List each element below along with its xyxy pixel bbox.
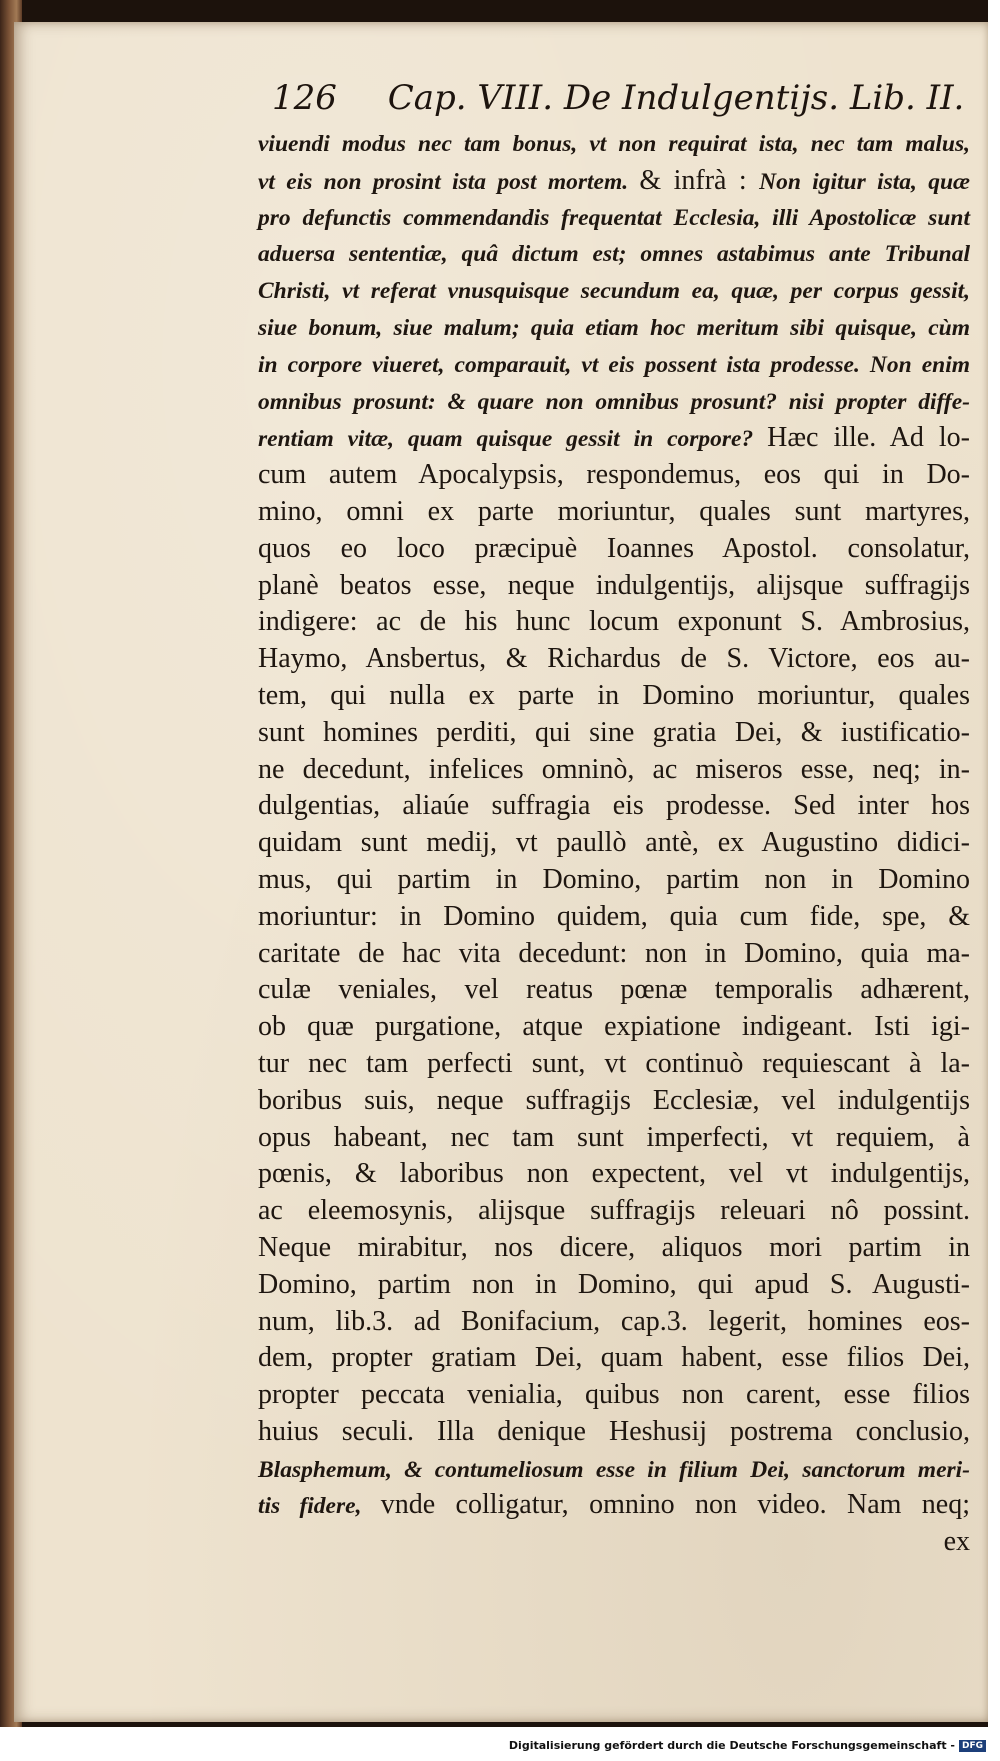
text-segment: Hæc ille. Ad lo- [767,422,970,454]
text-line: opus habeant, nec tam sunt imperfecti, vt requiem, à [258,1121,970,1153]
text-line: huius seculi. Illa denique Heshusij postrema conclusio, [258,1415,970,1447]
running-title: Cap. VIII. De Indulgentijs. Lib. II. [387,78,965,118]
text-line: in corpore viueret, comparauit, vt eis possent ista prodesse. Non enim [258,351,970,378]
digitization-credit [509,1739,986,1752]
text-line: planè beatos esse, neque indulgentijs, alijsque suffragijs [258,569,970,601]
text-segment: Blasphemum, & contumeliosum esse in filium Dei, sanctorum meri- [258,1456,970,1483]
text-line: Neque mirabitur, nos dicere, aliquos mori partim in [258,1231,970,1263]
scan-margin [988,0,1000,1761]
text-line [258,1451,970,1488]
text-line: Domino, partim non in Domino, qui apud S. Augusti- [258,1268,970,1300]
text-line: dulgentias, aliaúe suffragia eis prodesse. Sed inter hos [258,790,970,822]
text-line: omnibus prosunt: & quare non omnibus prosunt? nisi propter diffe- [258,388,970,415]
text-line: ne decedunt, infelices omninò, ac miseros esse, neq; in- [258,753,970,785]
text-line: Christi, vt referat vnusquisque secundum ea, quæ, per corpus gessit, [258,278,970,305]
page-number: 126 [272,78,337,118]
text-line: mus, qui partim in Domino, partim non in Domino [258,863,970,895]
text-line [258,1487,970,1524]
text-line: Haymo, Ansbertus, & Richardus de S. Victore, eos au- [258,643,970,675]
text-line: caritate de hac vita decedunt: non in Domino, quia ma- [258,937,970,969]
text-line: ex [943,1526,970,1558]
text-segment: vnde colligatur, omnino non video. Nam neq; [380,1489,970,1521]
text-line [258,163,970,200]
text-line: indigere: ac de his hunc locum exponunt S. Ambrosius, [258,606,970,638]
text-line: tem, qui nulla ex parte in Domino moriuntur, quales [258,679,970,711]
text-line: propter peccata venialia, quibus non carent, esse filios [258,1379,970,1411]
text-line: mino, omni ex parte moriuntur, quales sunt martyres, [258,495,970,527]
text-line: pro defunctis commendandis frequentat Ecclesia, illi Apostolicæ sunt [258,204,970,231]
text-line: boribus suis, neque suffragijs Ecclesiæ, vel indulgentijs [258,1084,970,1116]
text-segment: vt eis non prosint ista post mortem. [258,168,640,195]
scan-footer-bar [0,1727,1000,1761]
text-line [258,420,970,457]
text-segment: tis fidere, [258,1493,381,1520]
text-line: tur nec tam perfecti sunt, vt continuò requiescant à la- [258,1047,970,1079]
text-line: ob quæ purgatione, atque expiatione indigeant. Isti igi- [258,1011,970,1043]
credit-text: Digitalisierung gefördert durch die Deutsche Forschungsgemeinschaft - [508,1739,955,1752]
text-line: quos eo loco præcipuè Ioannes Apostol. consolatur, [258,532,970,564]
text-line: dem, propter gratiam Dei, quam habent, esse filios Dei, [258,1342,970,1374]
text-line: num, lib.3. ad Bonifacium, cap.3. legerit, homines eos- [258,1305,970,1337]
text-line: ac eleemosynis, alijsque suffragijs releuari nô possint. [258,1195,970,1227]
text-line: pœnis, & laboribus non expectent, vel vt indulgentijs, [258,1158,970,1190]
text-segment: rentiam vitæ, quam quisque gessit in corpore? [258,426,768,453]
text-line: culæ veniales, vel reatus pœnæ temporalis adhærent, [258,974,970,1006]
dfg-logo-icon: DFG [959,1740,986,1752]
text-segment: Non igitur ista, quæ [759,168,970,195]
text-line: cum autem Apocalypsis, respondemus, eos qui in Do- [258,459,970,491]
text-segment: & infrà : [639,164,760,196]
text-line: moriuntur: in Domino quidem, quia cum fide, spe, & [258,900,970,932]
text-line: sunt homines perditi, qui sine gratia Dei, & iustificatio- [258,716,970,748]
text-line: viuendi modus nec tam bonus, vt non requirat ista, nec tam malus, [258,131,970,157]
running-header [272,78,964,118]
text-line: siue bonum, siue malum; quia etiam hoc meritum sibi quisque, cùm [258,314,970,341]
text-line: aduersa sententiæ, quâ dictum est; omnes astabimus ante Tribunal [258,241,970,268]
text-line: quidam sunt medij, vt paullò antè, ex Augustino didici- [258,827,970,859]
page-body-text [258,126,970,1561]
